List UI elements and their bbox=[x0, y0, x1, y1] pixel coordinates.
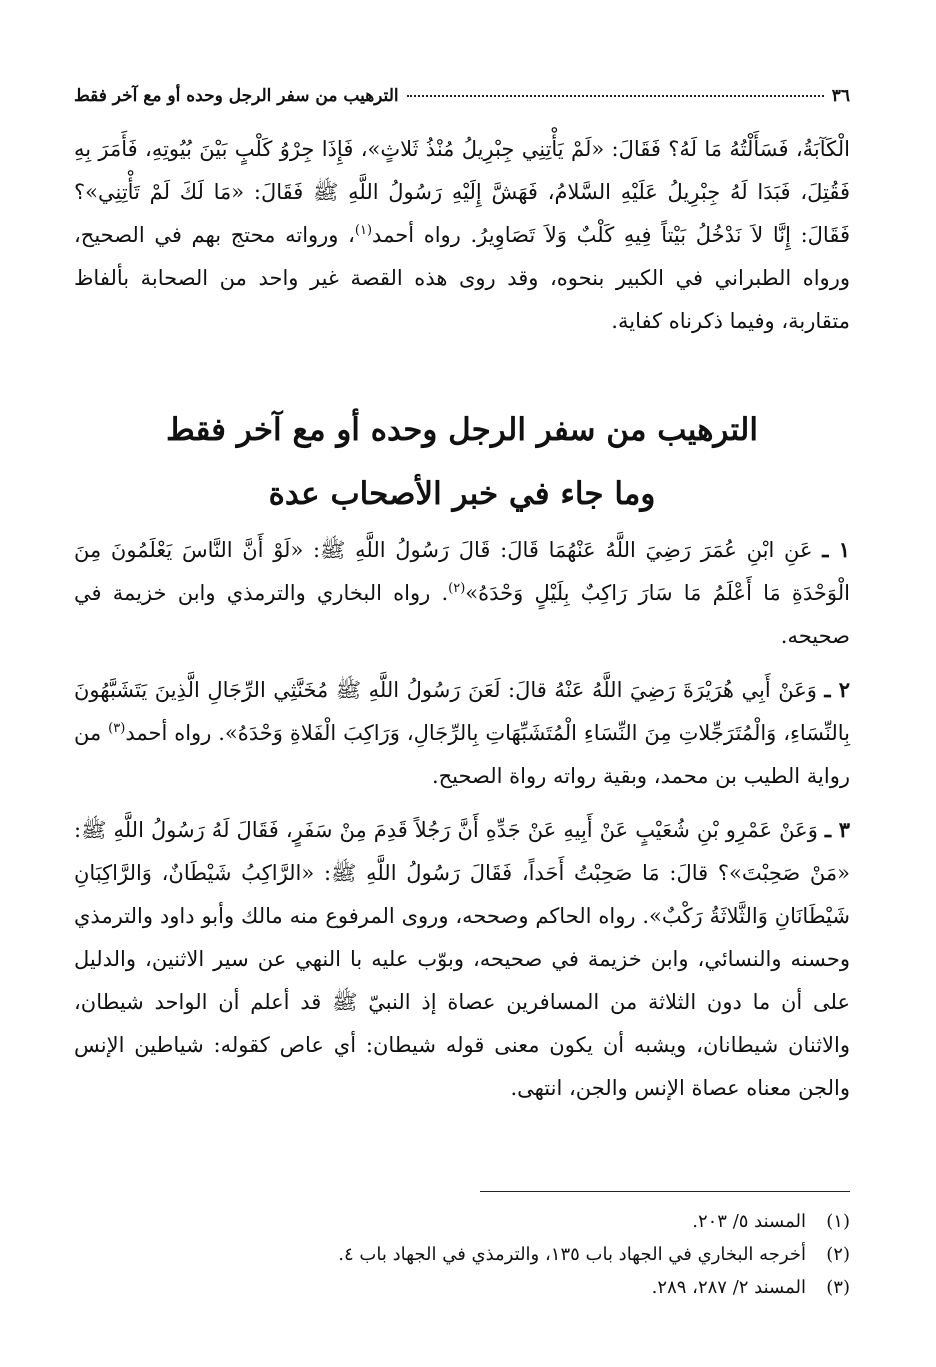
hadith-text: وَعَنْ عَمْرِو بْنِ شُعَيْبٍ عَنْ أَبِيهِ عَنْ جَدِّهِ أَنَّ رَجُلاً قَدِمَ مِنْ سَفَرٍ، فَقَالَ لَهُ رَسُولُ اللَّهِ ﷺ: «مَنْ صَحِبْتَ»؟ قالَ: مَا صَحِبْتُ أَحَداً، فَقَالَ رَسُولُ اللَّهِ ﷺ: «الرَّاكِبُ شَيْطَانٌ، وَالرَّاكِبَانِ شَيْطَانَانِ وَالثَّلاثَةُ رَكْبٌ». رواه الحاكم وصححه، وروى المرفوع منه مالك وأبو داود والترمذي وحسنه والنسائي، وابن خزيمة في صحيحه، وبوّب عليه با النهي عن سير الاثنين، والدليل على أن ما دون الثلاثة من المسافرين عصاة إذ النبيّ ﷺ قد أعلم أن الواحد شيطان، والاثنان شيطانان، ويشبه أن يكون معنى قوله شيطان: أي عاص كقوله: شياطين الإنس والجن معناه عصاة الإنس والجن، انتهى. bbox=[74, 818, 850, 1100]
hadith-number: ٢ ـ bbox=[824, 677, 850, 702]
leader-dots bbox=[407, 95, 824, 97]
hadith-text: عَنِ ابْنِ عُمَرَ رَضِيَ اللَّهُ عَنْهُمَا قَالَ: قَالَ رَسُولُ اللَّهِ ﷺ: «لَوْ أَنَّ النَّاسَ يَعْلَمُونَ مِنَ الْوَحْدَةِ مَا أَعْلَمُ مَا سَارَ رَاكِبٌ بِلَيْلٍ وَحْدَهُ» bbox=[74, 538, 850, 605]
paragraph-text: الْكَآبَةُ، فَسَأَلْتُهُ مَا لَهُ؟ فَقَالَ: «لَمْ يَأْتِنِي جِبْرِيلُ مُنْذُ ثَلاثٍ»، فَإِذَا جِرْوُ كَلْبٍ بَيْنَ بُيُوتِهِ، فَأَمَرَ بِهِ فَقُتِلَ، فَبَدَا لَهُ جِبْرِيلُ عَلَيْهِ السَّلامُ، فَهَشَّ إِلَيْهِ رَسُولُ اللَّهِ ﷺ فَقَالَ: «مَا لَكَ لَمْ تَأْتِنِي»؟ فَقَالَ: إِنَّا لاَ نَدْخُلُ بَيْتاً فِيهِ كَلْبٌ وَلاَ تَصَاوِيرُ. رواه أحمد bbox=[74, 137, 850, 247]
footnote-ref: (٣) bbox=[108, 721, 126, 736]
hadith-text: وَعَنْ أَبِي هُرَيْرَةَ رَضِيَ اللَّهُ عَنْهُ قالَ: لَعَنَ رَسُولُ اللَّهِ ﷺ مُخَنَّثِي الرِّجَالِ الَّذِينَ يَتَشَبَّهُونَ بِالنِّسَاءِ، وَالْمُتَرَجِّلاتِ مِنَ النِّسَاءِ الْمُتَشَبِّهَاتِ بِالرِّجَالِ، وَرَاكِبَ الْفَلاةِ وَحْدَهُ». رواه أحمد bbox=[74, 678, 850, 745]
continued-paragraph bbox=[74, 128, 850, 343]
hadith-number: ٣ ـ bbox=[824, 817, 850, 842]
footnote-2: (٢) أخرجه البخاري في الجهاد باب ١٣٥، والترمذي في الجهاد باب ٤. bbox=[338, 1244, 850, 1265]
section-title bbox=[74, 398, 850, 526]
paragraph-tail: ، ورواته محتج بهم في الصحيح، ورواه الطبراني في الكبير بنحوه، وقد روى هذه القصة غير واحد من الصحابة بألفاظ متقاربة، وفيما ذكرناه كفاية. bbox=[74, 223, 850, 333]
section-title-line-1: الترهيب من سفر الرجل وحده أو مع آخر فقط bbox=[166, 412, 758, 448]
section-title-line-2: وما جاء في خبر الأصحاب عدة bbox=[268, 476, 656, 512]
hadith-3 bbox=[74, 808, 850, 1110]
running-title: الترهيب من سفر الرجل وحده أو مع آخر فقط bbox=[74, 86, 399, 106]
running-header bbox=[74, 86, 850, 106]
footnote-ref: (١) bbox=[354, 223, 373, 238]
footnote-1: (١) المسند ٥/ ٢٠٣. bbox=[692, 1211, 850, 1232]
footnote-3: (٣) المسند ٢/ ٢٨٧، ٢٨٩. bbox=[651, 1277, 850, 1298]
hadith-number: ١ ـ bbox=[822, 537, 850, 562]
hadith-commentary: من رواية الطيب بن محمد، وبقية رواته رواة الصحيح. bbox=[74, 721, 850, 788]
footnote-separator bbox=[480, 1191, 850, 1192]
hadith-commentary: . رواه البخاري والترمذي وابن خزيمة في صحيحه. bbox=[74, 581, 850, 648]
hadith-2 bbox=[74, 668, 850, 798]
footnotes bbox=[74, 1205, 850, 1304]
footnote-ref: (٢) bbox=[448, 581, 466, 596]
page-number: ٣٦ bbox=[831, 86, 850, 106]
hadith-1 bbox=[74, 528, 850, 658]
